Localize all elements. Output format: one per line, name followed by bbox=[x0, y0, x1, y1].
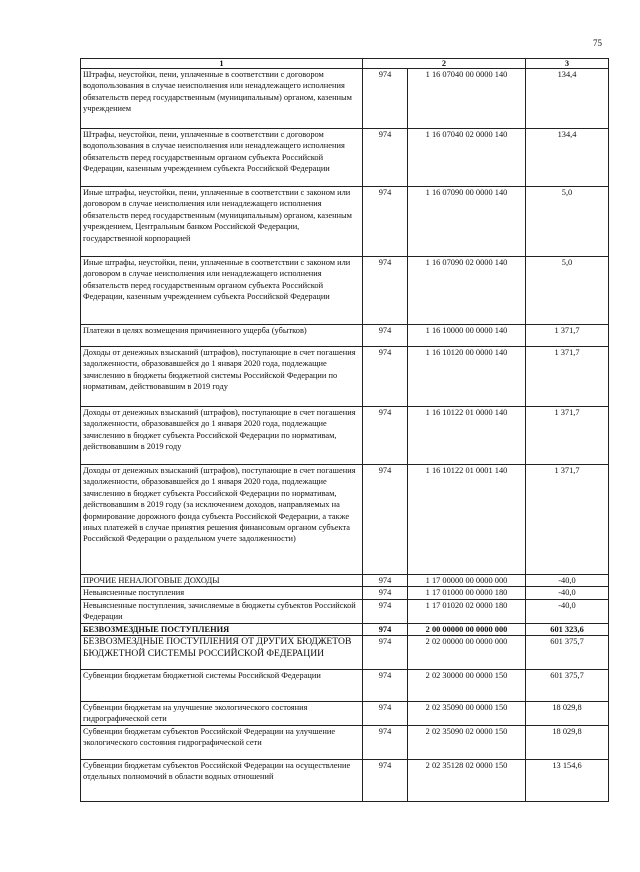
table-row bbox=[81, 69, 609, 129]
row-admin-code: 974 bbox=[363, 407, 408, 465]
row-name: Штрафы, неустойки, пени, уплаченные в соответствии с договором водопользования в случае неисполнения или ненадлежащего исполнения обязательств перед государственным (муниципальным) органом, казенным учреждением bbox=[81, 69, 363, 129]
row-sum: 5,0 bbox=[526, 187, 609, 257]
table-row bbox=[81, 575, 609, 587]
table-header-row bbox=[81, 59, 609, 69]
row-kbk-code: 1 17 00000 00 0000 000 bbox=[408, 575, 526, 587]
table-row bbox=[81, 636, 609, 670]
table-row bbox=[81, 760, 609, 802]
row-kbk-code: 1 16 07090 02 0000 140 bbox=[408, 257, 526, 325]
row-name: Доходы от денежных взысканий (штрафов), поступающие в счет погашения задолженности, образовавшейся до 1 января 2020 года, подлежащие зачислению в бюджет субъекта Российской Федерации по нормативам, действовавшим в 2019 году bbox=[81, 407, 363, 465]
row-admin-code: 974 bbox=[363, 347, 408, 407]
row-name: Субвенции бюджетам на улучшение экологического состояния гидрографической сети bbox=[81, 702, 363, 726]
row-sum: -40,0 bbox=[526, 587, 609, 599]
row-kbk-code: 1 17 01000 00 0000 180 bbox=[408, 587, 526, 599]
row-admin-code: 974 bbox=[363, 599, 408, 623]
row-sum: 601 323,6 bbox=[526, 623, 609, 635]
row-kbk-code: 1 16 07040 02 0000 140 bbox=[408, 129, 526, 187]
row-admin-code: 974 bbox=[363, 257, 408, 325]
row-name: Субвенции бюджетам бюджетной системы Российской Федерации bbox=[81, 670, 363, 702]
table-row bbox=[81, 465, 609, 575]
row-kbk-code: 1 16 10122 01 0001 140 bbox=[408, 465, 526, 575]
row-name: ПРОЧИЕ НЕНАЛОГОВЫЕ ДОХОДЫ bbox=[81, 575, 363, 587]
row-name: Иные штрафы, неустойки, пени, уплаченные в соответствии с законом или договором в случае неисполнения или ненадлежащего исполнения обязательств перед государственным (муниципальным) органом, казенным учреждением, Центральным банком Российской Федерации, государственной корпорацией bbox=[81, 187, 363, 257]
row-name: Невыясненные поступления bbox=[81, 587, 363, 599]
row-name: БЕЗВОЗМЕЗДНЫЕ ПОСТУПЛЕНИЯ bbox=[81, 623, 363, 635]
row-admin-code: 974 bbox=[363, 575, 408, 587]
row-name: Доходы от денежных взысканий (штрафов), поступающие в счет погашения задолженности, образовавшейся до 1 января 2020 года, подлежащие зачислению в бюджет субъекта Российской Федерации по нормативам, действовавшим в 2019 году (за исключением доходов, направляемых на формирование дорожного фонда субъекта Российской Федерации, а также иных платежей в случае принятия решения финансовым органом субъекта Российской Федерации о раздельном учете задолженности) bbox=[81, 465, 363, 575]
row-kbk-code: 1 16 07040 00 0000 140 bbox=[408, 69, 526, 129]
row-name: Субвенции бюджетам субъектов Российской Федерации на осуществление отдельных полномочий в области водных отношений bbox=[81, 760, 363, 802]
row-kbk-code: 1 16 10120 00 0000 140 bbox=[408, 347, 526, 407]
table-row bbox=[81, 599, 609, 623]
table-row bbox=[81, 407, 609, 465]
row-name: Доходы от денежных взысканий (штрафов), поступающие в счет погашения задолженности, образовавшейся до 1 января 2020 года, подлежащие зачислению в бюджеты бюджетной системы Российской Федерации по нормативам, действовавшим в 2019 году bbox=[81, 347, 363, 407]
row-admin-code: 974 bbox=[363, 623, 408, 635]
row-admin-code: 974 bbox=[363, 187, 408, 257]
page-number: 75 bbox=[593, 38, 602, 48]
row-name: Платежи в целях возмещения причиненного ущерба (убытков) bbox=[81, 325, 363, 347]
row-kbk-code: 2 02 35090 00 0000 150 bbox=[408, 702, 526, 726]
row-name: Иные штрафы, неустойки, пени, уплаченные в соответствии с законом или договором в случае неисполнения или ненадлежащего исполнения обязательств перед государственным органом субъекта Российской Федерации, казенным учреждением субъекта Российской Федерации bbox=[81, 257, 363, 325]
table-row bbox=[81, 257, 609, 325]
row-sum: 1 371,7 bbox=[526, 465, 609, 575]
row-admin-code: 974 bbox=[363, 726, 408, 760]
row-kbk-code: 2 00 00000 00 0000 000 bbox=[408, 623, 526, 635]
row-sum: 5,0 bbox=[526, 257, 609, 325]
table-row bbox=[81, 325, 609, 347]
row-name: Невыясненные поступления, зачисляемые в бюджеты субъектов Российской Федерации bbox=[81, 599, 363, 623]
row-sum: 601 375,7 bbox=[526, 636, 609, 670]
header-col-2: 2 bbox=[363, 59, 526, 69]
row-kbk-code: 2 02 35128 02 0000 150 bbox=[408, 760, 526, 802]
row-kbk-code: 2 02 00000 00 0000 000 bbox=[408, 636, 526, 670]
row-admin-code: 974 bbox=[363, 587, 408, 599]
table-row bbox=[81, 623, 609, 635]
row-sum: 134,4 bbox=[526, 129, 609, 187]
row-sum: -40,0 bbox=[526, 575, 609, 587]
row-admin-code: 974 bbox=[363, 69, 408, 129]
table-row bbox=[81, 347, 609, 407]
row-kbk-code: 2 02 35090 02 0000 150 bbox=[408, 726, 526, 760]
table-row bbox=[81, 129, 609, 187]
row-admin-code: 974 bbox=[363, 670, 408, 702]
row-sum: 1 371,7 bbox=[526, 347, 609, 407]
table-row bbox=[81, 702, 609, 726]
row-admin-code: 974 bbox=[363, 325, 408, 347]
table-row bbox=[81, 187, 609, 257]
row-sum: 1 371,7 bbox=[526, 325, 609, 347]
table-row bbox=[81, 670, 609, 702]
row-admin-code: 974 bbox=[363, 465, 408, 575]
row-admin-code: 974 bbox=[363, 129, 408, 187]
row-kbk-code: 2 02 30000 00 0000 150 bbox=[408, 670, 526, 702]
row-name: БЕЗВОЗМЕЗДНЫЕ ПОСТУПЛЕНИЯ ОТ ДРУГИХ БЮДЖЕТОВ БЮДЖЕТНОЙ СИСТЕМЫ РОССИЙСКОЙ ФЕДЕРАЦИИ bbox=[81, 636, 363, 670]
row-name: Штрафы, неустойки, пени, уплаченные в соответствии с договором водопользования в случае неисполнения или ненадлежащего исполнения обязательств перед государственным органом субъекта Российской Федерации, казенным учреждением субъекта Российской Федерации bbox=[81, 129, 363, 187]
row-sum: 1 371,7 bbox=[526, 407, 609, 465]
header-col-3: 3 bbox=[526, 59, 609, 69]
row-admin-code: 974 bbox=[363, 760, 408, 802]
row-sum: -40,0 bbox=[526, 599, 609, 623]
row-name: Субвенции бюджетам субъектов Российской Федерации на улучшение экологического состояния гидрографической сети bbox=[81, 726, 363, 760]
row-sum: 13 154,6 bbox=[526, 760, 609, 802]
row-sum: 18 029,8 bbox=[526, 702, 609, 726]
row-sum: 601 375,7 bbox=[526, 670, 609, 702]
table-row bbox=[81, 726, 609, 760]
row-kbk-code: 1 16 07090 00 0000 140 bbox=[408, 187, 526, 257]
header-col-1: 1 bbox=[81, 59, 363, 69]
row-sum: 18 029,8 bbox=[526, 726, 609, 760]
row-admin-code: 974 bbox=[363, 702, 408, 726]
revenue-table bbox=[80, 58, 609, 802]
row-sum: 134,4 bbox=[526, 69, 609, 129]
row-kbk-code: 1 17 01020 02 0000 180 bbox=[408, 599, 526, 623]
row-kbk-code: 1 16 10122 01 0000 140 bbox=[408, 407, 526, 465]
row-kbk-code: 1 16 10000 00 0000 140 bbox=[408, 325, 526, 347]
table-row bbox=[81, 587, 609, 599]
row-admin-code: 974 bbox=[363, 636, 408, 670]
